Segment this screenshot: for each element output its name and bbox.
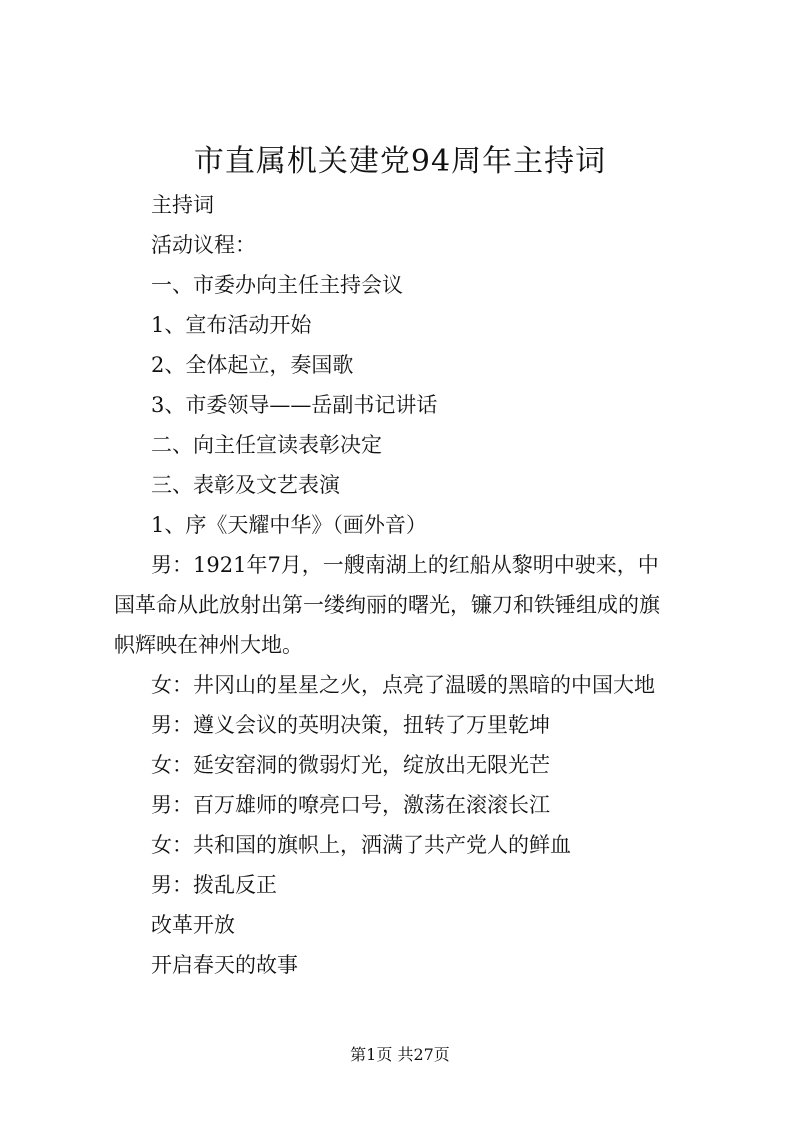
paragraph: 2、全体起立，奏国歌 <box>151 353 354 377</box>
paragraph: 女：井冈山的星星之火，点亮了温暖的黑暗的中国大地 <box>151 673 655 697</box>
paragraph: 男：百万雄师的嘹亮口号，激荡在滚滚长江 <box>151 793 550 817</box>
page-title: 市直属机关建党94周年主持词 <box>193 144 607 179</box>
paragraph: 改革开放 <box>151 913 235 937</box>
paragraph: 主持词 <box>151 193 214 217</box>
paragraph: 男：拨乱反正 <box>151 873 277 897</box>
paragraph: 女：共和国的旗帜上，洒满了共产党人的鲜血 <box>151 833 571 857</box>
paragraph: 3、市委领导——岳副书记讲话 <box>151 393 438 417</box>
paragraph-continuation: 国革命从此放射出第一缕绚丽的曙光，镰刀和铁锤组成的旗 <box>114 593 660 617</box>
document-body <box>114 185 714 985</box>
paragraph: 活动议程： <box>151 233 256 257</box>
paragraph: 开启春天的故事 <box>151 953 298 977</box>
paragraph: 男：1921年7月，一艘南湖上的红船从黎明中驶来，中 <box>151 553 659 577</box>
paragraph: 女：延安窑洞的微弱灯光，绽放出无限光芒 <box>151 753 550 777</box>
paragraph-continuation: 帜辉映在神州大地。 <box>114 633 303 657</box>
paragraph: 1、宣布活动开始 <box>151 313 312 337</box>
paragraph: 1、序《天耀中华》（画外音） <box>151 513 427 537</box>
paragraph: 二、向主任宣读表彰决定 <box>151 433 382 457</box>
paragraph: 男：遵义会议的英明决策，扭转了万里乾坤 <box>151 713 550 737</box>
page-number-footer: 第1页 共27页 <box>350 1045 450 1064</box>
paragraph: 三、表彰及文艺表演 <box>151 473 340 497</box>
paragraph: 一、市委办向主任主持会议 <box>151 273 403 297</box>
